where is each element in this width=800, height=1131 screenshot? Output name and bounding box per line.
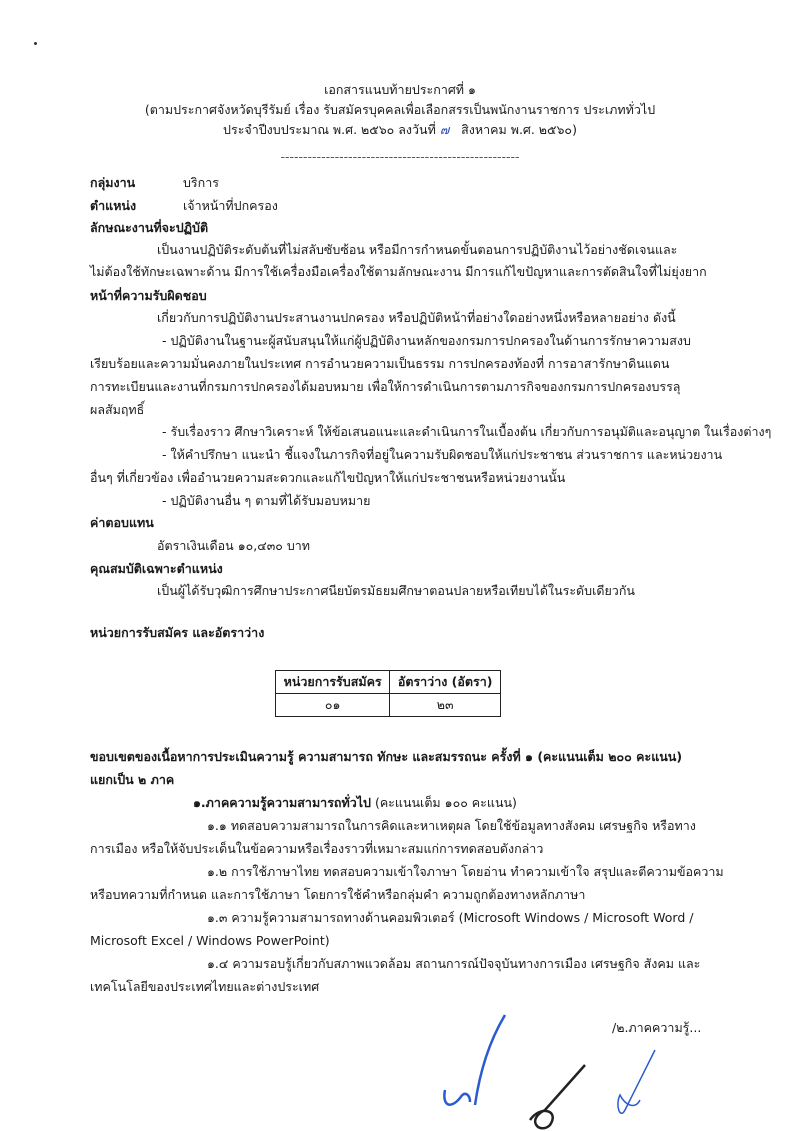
scan-speck (34, 42, 37, 45)
scope-heading: ขอบเขตของเนื้อหาการประเมินความรู้ ความสามารถ ทักษะ และสมรรถนะ ครั้งที่ ๑ (คะแนนเต็ม ๒๐๐ คะแนน) (90, 749, 683, 764)
vacancy-heading: หน่วยการรับสมัคร และอัตราว่าง (90, 625, 265, 640)
group-value: บริการ (183, 175, 219, 190)
job-nature-heading: ลักษณะงานที่จะปฏิบัติ (90, 220, 209, 235)
scope-line: ๑.๒ การใช้ภาษาไทย ทดสอบความเข้าใจภาษา โดยอ่าน ทำความเข้าใจ สรุปและตีความข้อความ (207, 864, 724, 879)
position-label: ตำแหน่ง (90, 198, 137, 213)
part1-score: (คะแนนเต็ม ๑๐๐ คะแนน) (370, 795, 517, 810)
column-header: หน่วยการรับสมัคร (276, 671, 390, 694)
table-row (276, 694, 501, 717)
duties-line: - ปฏิบัติงานในฐานะผู้สนับสนุนให้แก่ผู้ปฏิบัติงานหลักของกรมการปกครองในด้านการรักษาความสงบ (162, 333, 691, 348)
table-header-row (276, 671, 501, 694)
duties-line: เรียบร้อยและความมั่นคงภายในประเทศ การอำนวยความเป็นธรรม การปกครองท้องที่ การอาสารักษาดินแดน (90, 356, 670, 371)
duties-line: อื่นๆ ที่เกี่ยวข้อง เพื่ออำนวยความสะดวกและแก้ไขปัญหาให้แก่ประชาชนหรือหน่วยงานนั้น (90, 470, 566, 485)
date-prefix: ประจำปีงบประมาณ พ.ศ. ๒๕๖๐ ลงวันที่ (223, 122, 436, 137)
job-nature-line: ไม่ต้องใช้ทักษะเฉพาะด้าน มีการใช้เครื่องมือเครื่องใช้ตามลักษณะงาน มีการแก้ไขปัญหาและการตัดสินใจที่ไม่ยุ่งยาก (90, 264, 707, 279)
duties-heading: หน้าที่ความรับผิดชอบ (90, 288, 207, 303)
scope-line: ๑.๓ ความรู้ความสามารถทางด้านคอมพิวเตอร์ (Microsoft Windows / Microsoft Word / (207, 910, 694, 925)
vacancy-table (275, 670, 501, 717)
column-header: อัตราว่าง (อัตรา) (390, 671, 501, 694)
signature-initials (420, 1010, 720, 1131)
position-value: เจ้าหน้าที่ปกครอง (183, 198, 278, 213)
duties-line: - ปฏิบัติงานอื่น ๆ ตามที่ได้รับมอบหมาย (162, 493, 371, 508)
scope-line: เทคโนโลยีของประเทศไทยและต่างประเทศ (90, 979, 320, 994)
doc-title: เอกสารแนบท้ายประกาศที่ ๑ (324, 82, 476, 97)
duties-line: การทะเบียนและงานที่กรมการปกครองได้มอบหมาย เพื่อให้การดำเนินการตามภารกิจของกรมการปกครองบรรลุ (90, 379, 681, 394)
handwritten-day: ๗ (439, 122, 450, 137)
scope-line: การเมือง หรือให้จับประเด็นในข้อความหรือเรื่องราวที่เหมาะสมแก่การทดสอบดังกล่าว (90, 841, 544, 856)
group-label: กลุ่มงาน (90, 175, 136, 190)
table-cell: ๐๑ (276, 694, 390, 717)
scope-line: Microsoft Excel / Windows PowerPoint) (90, 933, 330, 948)
scope-heading-2: แยกเป็น ๒ ภาค (90, 772, 175, 787)
doc-date (0, 120, 800, 140)
part1-title-line (193, 793, 517, 813)
scope-line: ๑.๑ ทดสอบความสามารถในการคิดและหาเหตุผล โดยใช้ข้อมูลทางสังคม เศรษฐกิจ หรือทาง (207, 818, 696, 833)
date-suffix: สิงหาคม พ.ศ. ๒๕๖๐) (461, 122, 577, 137)
compensation-value: อัตราเงินเดือน ๑๐,๔๓๐ บาท (157, 538, 311, 553)
doc-subtitle: (ตามประกาศจังหวัดบุรีรัมย์ เรื่อง รับสมัครบุคคลเพื่อเลือกสรรเป็นพนักงานราชการ ประเภททั่วไป (144, 102, 656, 117)
duties-line: - ให้คำปรึกษา แนะนำ ชี้แจงในภารกิจที่อยู่ในความรับผิดชอบให้แก่ประชาชน ส่วนราชการ และหน่วยงาน (162, 447, 723, 462)
duties-line: ผลสัมฤทธิ์ (90, 402, 145, 417)
divider: ----------------------------------------------------- (280, 149, 520, 164)
scope-line: ๑.๔ ความรอบรู้เกี่ยวกับสภาพแวดล้อม สถานการณ์ปัจจุบันทางการเมือง เศรษฐกิจ สังคม และ (207, 956, 701, 971)
duties-line: - รับเรื่องราว ศึกษาวิเคราะห์ ให้ข้อเสนอแนะและดำเนินการในเบื้องต้น เกี่ยวกับการอนุมัติและอนุญาต ในเรื่องต่างๆ (162, 424, 772, 439)
job-nature-line: เป็นงานปฏิบัติระดับต้นที่ไม่สลับซับซ้อน หรือมีการกำหนดขั้นตอนการปฏิบัติงานไว้อย่างชัดเจนและ (157, 242, 678, 257)
duties-line: เกี่ยวกับการปฏิบัติงานประสานงานปกครอง หรือปฏิบัติหน้าที่อย่างใดอย่างหนึ่งหรือหลายอย่าง ดังนี้ (157, 310, 676, 325)
continued-note: /๒.ภาคความรู้... (612, 1020, 702, 1035)
qualification-value: เป็นผู้ได้รับวุฒิการศึกษาประกาศนียบัตรมัธยมศึกษาตอนปลายหรือเทียบได้ในระดับเดียวกัน (157, 583, 635, 598)
table-cell: ๒๓ (390, 694, 501, 717)
qualification-heading: คุณสมบัติเฉพาะตำแหน่ง (90, 561, 223, 576)
compensation-heading: ค่าตอบแทน (90, 515, 154, 530)
scope-line: หรือบทความที่กำหนด และการใช้ภาษา โดยการใช้คำหรือกลุ่มคำ ความถูกต้องทางหลักภาษา (90, 887, 586, 902)
part1-title: ๑.ภาคความรู้ความสามารถทั่วไป (193, 795, 371, 810)
